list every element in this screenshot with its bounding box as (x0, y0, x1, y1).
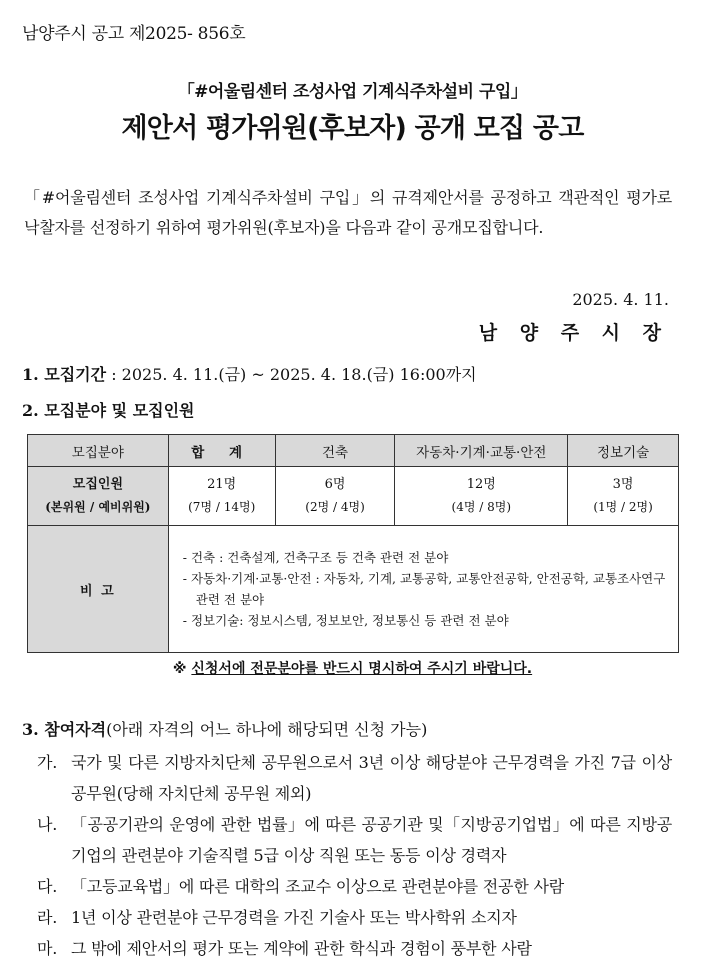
table-row (28, 467, 679, 526)
count-split: (7명 / 14명) (188, 500, 256, 514)
list-text: 1년 이상 관련분야 근무경력을 가진 기술사 또는 박사학위 소지자 (71, 908, 517, 927)
section-label: 1. 모집기간 (22, 365, 107, 384)
table-header-cell: 정보기술 (568, 435, 679, 467)
table-row (28, 526, 679, 653)
row-label (28, 467, 169, 526)
row-label-main: 모집인원 (72, 477, 123, 492)
issuer-signature: 남 양 주 시 장 (478, 322, 669, 344)
page-title: 제안서 평가위원(후보자) 공개 모집 공고 (121, 113, 584, 144)
reference-mark-icon: ※ (172, 661, 187, 677)
section-recruitment-period (22, 362, 477, 385)
title-subject: 「#어울림센터 조성사업 기계식주차설비 구입」 (177, 82, 528, 102)
remark-item: - 자동차·기계·교통·안전 : 자동차, 기계, 교통공학, 교통안전공학, 안전공학, 교통조사연구 관련 전 분야 (182, 571, 666, 607)
remarks-cell (168, 526, 678, 653)
table-header-cell: 합 계 (168, 435, 275, 467)
list-text: 「공공기관의 운영에 관한 법률」에 따른 공공기관 및「지방공기업법」에 따른 지방공기업의 관련분야 기술직렬 5급 이상 직원 또는 동등 이상 경력자 (71, 815, 672, 865)
list-text: 국가 및 다른 지방자치단체 공무원으로서 3년 이상 해당분야 근무경력을 가진 7급 이상 공무원(당해 자치단체 공무원 제외) (71, 753, 672, 803)
announcement-date: 2025. 4. 11. (572, 290, 669, 309)
notice-text: 신청서에 전문분야를 반드시 명시하여 주시기 바랍니다. (191, 661, 533, 677)
list-item (37, 933, 672, 964)
list-text: 그 밖에 제안서의 평가 또는 계약에 관한 학식과 경험이 풍부한 사람 (71, 939, 532, 958)
table-header-cell: 모집분야 (28, 435, 169, 467)
table-header-cell: 건축 (275, 435, 395, 467)
count-total: 3명 (612, 477, 634, 492)
table-cell (395, 467, 568, 526)
remarks-label: 비 고 (28, 526, 169, 653)
table-cell (275, 467, 395, 526)
count-total: 12명 (466, 477, 496, 492)
table-header-cell: 자동차·기계·교통·안전 (395, 435, 568, 467)
list-item (37, 809, 672, 871)
recruitment-table (27, 434, 679, 653)
list-marker: 다. (37, 877, 58, 896)
list-marker: 나. (37, 815, 58, 834)
remark-item: - 건축 : 건축설계, 건축구조 등 건축 관련 전 분야 (182, 550, 449, 565)
section-sub: (아래 자격의 어느 하나에 해당되면 신청 가능) (106, 720, 428, 739)
table-cell (568, 467, 679, 526)
list-marker: 가. (37, 753, 58, 772)
section-fields-heading: 2. 모집분야 및 모집인원 (22, 401, 195, 420)
eligibility-list (37, 747, 672, 964)
list-item (37, 871, 672, 902)
list-item (37, 747, 672, 809)
section-eligibility (22, 717, 427, 740)
document-number: 남양주시 공고 제2025- 856호 (22, 24, 246, 44)
section-label: 3. 참여자격 (22, 720, 107, 739)
remark-item: - 정보기술: 정보시스템, 정보보안, 정보통신 등 관련 전 분야 (182, 613, 509, 628)
notice-line (0, 658, 705, 678)
list-marker: 마. (37, 939, 58, 958)
list-item (37, 902, 672, 933)
row-label-sub: (본위원 / 예비위원) (45, 500, 151, 514)
count-split: (1명 / 2명) (593, 500, 653, 514)
table-header-row (28, 435, 679, 467)
count-total: 21명 (207, 477, 237, 492)
list-text: 「고등교육법」에 따른 대학의 조교수 이상으로 관련분야를 전공한 사람 (71, 877, 564, 896)
list-marker: 라. (37, 908, 58, 927)
count-split: (4명 / 8명) (451, 500, 512, 514)
intro-paragraph: 「#어울림센터 조성사업 기계식주차설비 구입」의 규격제안서를 공정하고 객관적인 평가로 낙찰자를 선정하기 위하여 평가위원(후보자)을 다음과 같이 공개모집합니다. (24, 188, 672, 237)
section-value: : 2025. 4. 11.(금) ~ 2025. 4. 18.(금) 16:00까지 (106, 365, 477, 384)
table-cell (168, 467, 275, 526)
count-split: (2명 / 4명) (305, 500, 365, 514)
count-total: 6명 (324, 477, 346, 492)
